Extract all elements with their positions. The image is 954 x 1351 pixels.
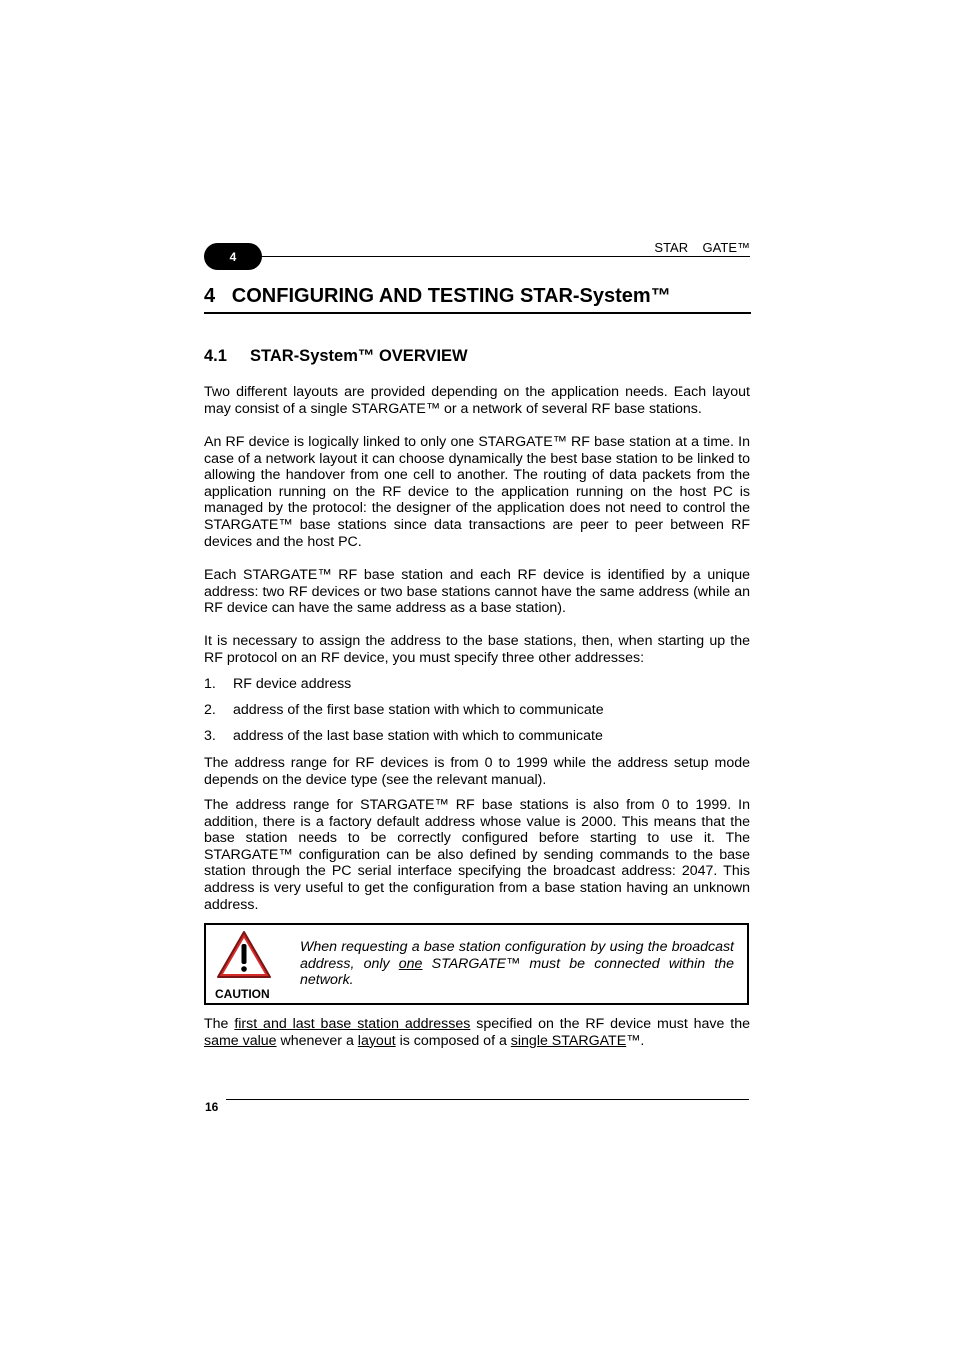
paragraph-final-note: The first and last base station addresses specified on the RF device must have the same value whenever a layout is composed of a single STARGATE™. [204, 1016, 751, 1049]
section-title [204, 347, 468, 366]
chapter-tab-number: 4 [229, 249, 237, 264]
warning-triangle-icon [215, 929, 273, 981]
page-number: 16 [205, 1100, 219, 1114]
header-rule [250, 256, 750, 257]
list-item: 1. RF device address [204, 676, 352, 692]
section-number: 4.1 [204, 347, 227, 365]
section-title-text: STAR-System™ OVERVIEW [250, 347, 468, 365]
list-item: 3. address of the last base station with which to communicate [204, 728, 603, 744]
caution-box [204, 923, 749, 1005]
footer-rule [226, 1099, 749, 1100]
paragraph-layouts: Two different layouts are provided depending on the application needs. Each layout may consist of a single STARGATE™ or a network of several RF base stations. [204, 384, 750, 417]
chapter-title: 4 CONFIGURING AND TESTING STAR-System™ [204, 285, 751, 314]
list-item: 2. address of the first base station with which to communicate [204, 702, 604, 718]
paragraph-assign-address: It is necessary to assign the address to the base stations, then, when starting up the RF protocol on an RF device, you must specify three other addresses: [204, 633, 750, 666]
paragraph-rf-device-link: An RF device is logically linked to only one STARGATE™ RF base station at a time. In case of a network layout it can choose dynamically the best base station to be linked to allowing the handover from one cell to another. The routing of data packets from the application running on the RF device to the application running on the host PC is managed by the protocol: the designer of the application does not need to control the STARGATE™ base stations since data transactions are peer to peer between RF devices and the host PC. [204, 434, 750, 550]
caution-emphasis: one [398, 955, 423, 972]
paragraph-addresses: Each STARGATE™ RF base station and each RF device is identified by a unique address: two RF devices or two base stations cannot have the same address (while an RF device can have the same address as a base station). [204, 567, 750, 617]
caution-label: CAUTION [215, 987, 270, 1001]
paragraph-rf-device-range: The address range for RF devices is from 0 to 1999 while the address setup mode depends on the device type (see the relevant manual). [204, 755, 750, 788]
header-product-name: STAR GATE™ [654, 240, 750, 255]
paragraph-base-station-range: The address range for STARGATE™ RF base stations is also from 0 to 1999. In addition, there is a factory default address whose value is 2000. This means that the base station needs to be correctly configured before starting to use it. The STARGATE™ configuration can be also defined by sending commands to the base station through the PC serial interface specifying the broadcast address: 2047. This address is very useful to get the configuration from a base station having an unknown address. [204, 797, 750, 913]
caution-text: When requesting a base station configuration by using the broadcast address, only one STARGATE™ must be connected within the network. [300, 939, 734, 989]
